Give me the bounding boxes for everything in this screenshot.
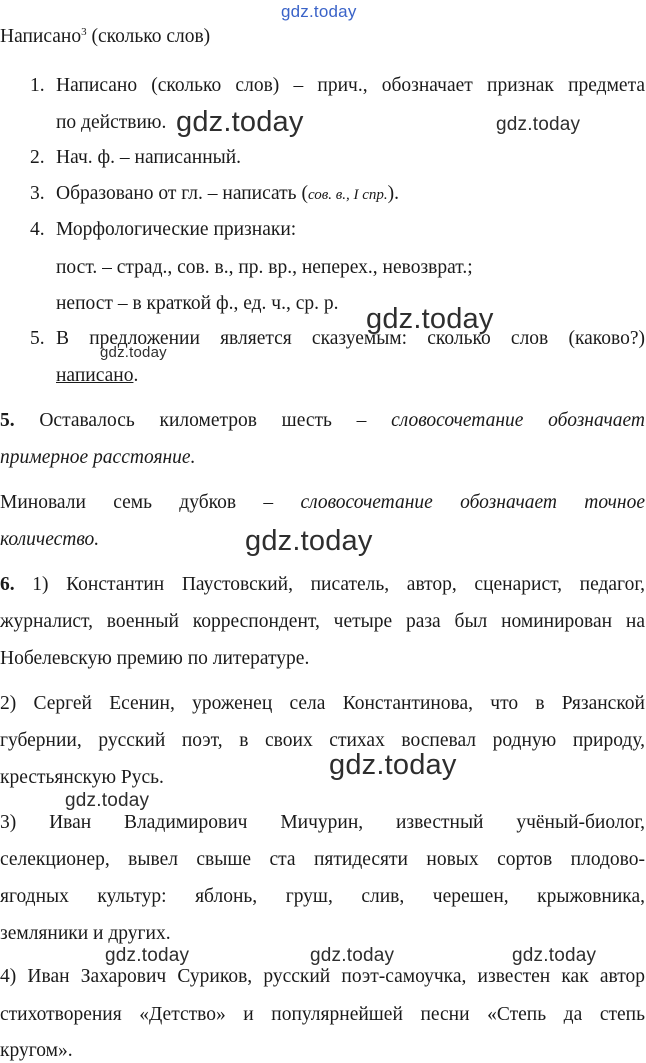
- text: Оставалось километров шесть –: [14, 410, 392, 431]
- paragraph-line: [0, 492, 645, 514]
- paragraph-line: земляники и других.: [0, 923, 171, 944]
- watermark: gdz.today: [496, 114, 581, 135]
- watermark: gdz.today: [310, 945, 395, 966]
- grammar-note: сов. в., I спр.: [307, 187, 388, 203]
- paragraph-line: журналист, военный корреспондент, четыре раза был номинирован на: [0, 611, 645, 632]
- watermark: gdz.today: [366, 303, 494, 335]
- heading: [0, 26, 210, 48]
- paragraph-line: 3) Иван Владимирович Мичурин, известный учёный-биолог,: [0, 812, 645, 833]
- list-item-line: [56, 183, 399, 205]
- exercise-number: 6.: [0, 574, 15, 595]
- text: .: [133, 365, 139, 386]
- watermark: gdz.today: [245, 525, 373, 557]
- list-item-line: Написано (сколько слов) – прич., обозначает признак предмета: [56, 75, 645, 96]
- list-item-line: Морфологические признаки:: [56, 219, 297, 240]
- paragraph-line: Нобелевскую премию по литературе.: [0, 648, 310, 669]
- paragraph-line: 4) Иван Захарович Суриков, русский поэт-самоучка, известен как автор: [0, 966, 645, 987]
- text: Миновали семь дубков –: [0, 492, 301, 513]
- italic-text: словосочетание обозначает точное: [300, 492, 645, 513]
- watermark: gdz.today: [512, 945, 597, 966]
- paragraph-line: количество.: [0, 529, 100, 550]
- watermark: gdz.today: [329, 749, 457, 781]
- italic-text: словосочетание обозначает: [391, 410, 645, 431]
- paragraph-line: стихотворения «Детство» и популярнейшей песни «Степь да степь: [0, 1004, 645, 1025]
- text: ).: [387, 183, 400, 204]
- watermark: gdz.today: [100, 344, 167, 361]
- paragraph-line: губернии, русский поэт, в своих стихах воспевал родную природу,: [0, 730, 645, 751]
- list-number: 3.: [30, 183, 45, 204]
- watermark: gdz.today: [65, 790, 150, 811]
- paragraph-line: примерное расстояние.: [0, 447, 196, 468]
- list-number: 5.: [30, 328, 45, 349]
- list-item-line: по действию.: [56, 112, 167, 133]
- paragraph-line: [0, 410, 645, 432]
- list-item-line: [56, 365, 138, 387]
- text: Образовано от гл. – написать (: [56, 183, 308, 204]
- watermark: gdz.today: [105, 945, 190, 966]
- watermark: gdz.today: [176, 106, 304, 138]
- watermark-top: gdz.today: [281, 2, 357, 21]
- list-number: 1.: [30, 75, 45, 96]
- paragraph-line: кругом».: [0, 1040, 73, 1061]
- exercise-number: 5.: [0, 410, 15, 431]
- text: 1) Константин Паустовский, писатель, автор, сценарист, педагог,: [14, 574, 645, 595]
- paragraph-line: [0, 574, 645, 596]
- list-item-line: пост. – страд., сов. в., пр. вр., неперех., невозврат.;: [56, 257, 473, 278]
- paragraph-line: селекционер, вывел свыше ста пятидесяти новых сортов плодово-: [0, 849, 645, 870]
- heading-word: Написано: [0, 26, 82, 47]
- paragraph-line: ягодных культур: яблонь, груш, слив, черешен, крыжовника,: [0, 886, 645, 907]
- paragraph-line: крестьянскую Русь.: [0, 767, 164, 788]
- heading-rest: (сколько слов): [86, 26, 211, 47]
- list-number: 2.: [30, 147, 45, 168]
- list-item-line: Нач. ф. – написанный.: [56, 147, 242, 168]
- list-item-line: В предложении является сказуемым: сколько слов (каково?): [56, 328, 645, 349]
- list-number: 4.: [30, 219, 45, 240]
- underlined-word: написано: [56, 365, 134, 386]
- list-item-line: непост – в краткой ф., ед. ч., ср. р.: [56, 293, 339, 314]
- paragraph-line: 2) Сергей Есенин, уроженец села Константинова, что в Рязанской: [0, 693, 645, 714]
- footnote-mark: 3: [81, 26, 87, 38]
